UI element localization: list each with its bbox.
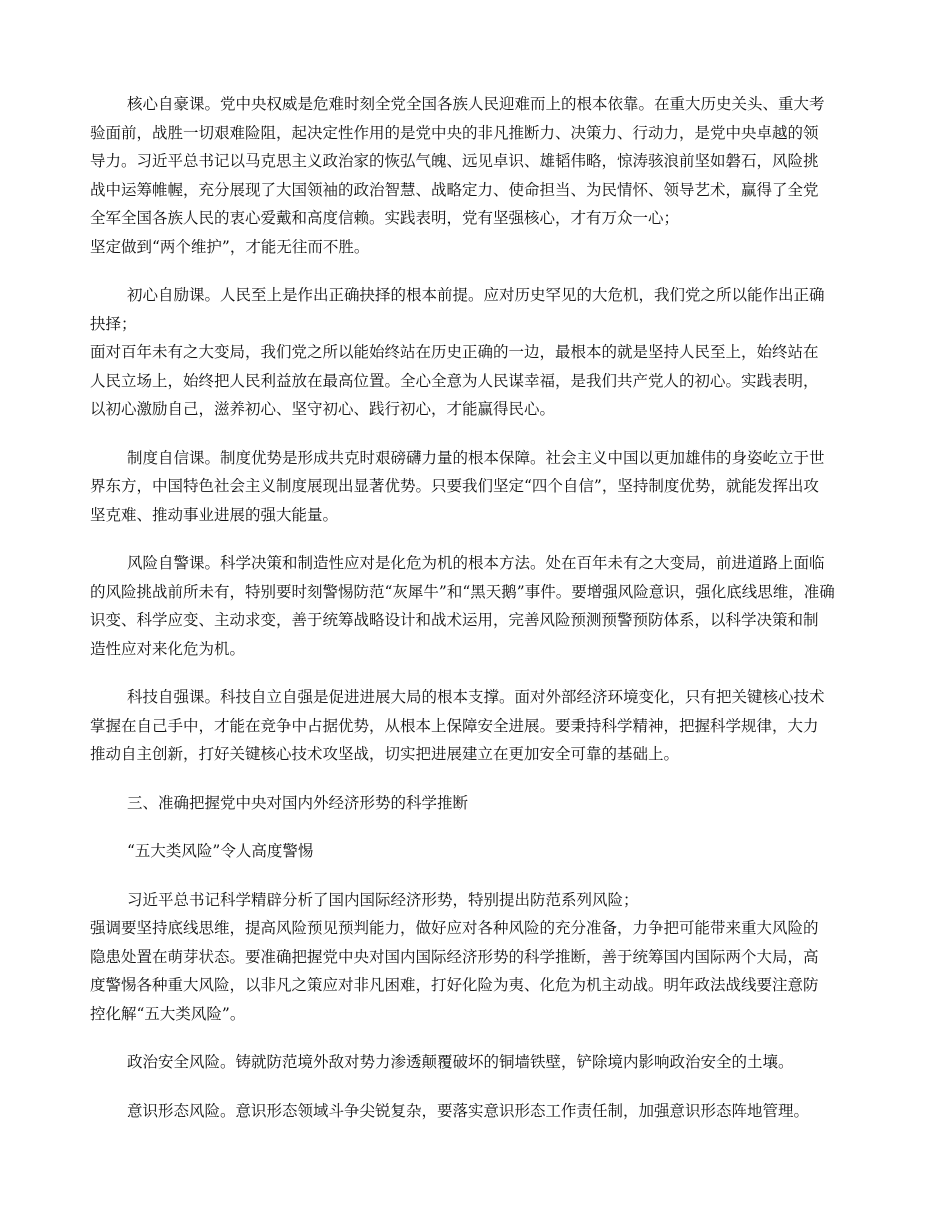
text-line: 导力。习近平总书记以马克思主义政治家的恢弘气魄、远见卓识、雄韬伟略，惊涛骇浪前坚如磐石，风险挑 bbox=[90, 152, 819, 170]
text-line: 面对百年未有之大变局，我们党之所以能始终站在历史正确的一边，最根本的就是坚持人民至上，始终站在 bbox=[90, 343, 819, 361]
text-line: 习近平总书记科学精辟分析了国内国际经济形势，特别提出防范系列风险； bbox=[127, 890, 639, 909]
text-line: 核心自豪课。党中央权威是危难时刻全党全国各族人民迎难而上的根本依靠。在重大历史关头、重大考 bbox=[127, 95, 825, 113]
paragraph-political-security bbox=[90, 1048, 860, 1077]
subheading-text: “五大类风险”令人高度警惕 bbox=[127, 842, 314, 860]
paragraph-original-aspiration bbox=[90, 281, 860, 424]
text-line: 意识形态风险。意识形态领域斗争尖锐复杂，要落实意识形态工作责任制，加强意识形态阵地管理。 bbox=[127, 1101, 810, 1120]
section-heading bbox=[90, 789, 860, 818]
text-line: 造性应对来化危为机。 bbox=[90, 639, 246, 658]
paragraph-ideology-risk bbox=[90, 1097, 860, 1126]
paragraph-institutional-confidence bbox=[90, 444, 860, 530]
text-line: 的风险挑战前所未有，特别要时刻警惕防范“灰犀牛”和“黑天鹅”事件。要增强风险意识，强化底线思维，准确 bbox=[90, 582, 835, 601]
paragraph-risk-alert bbox=[90, 549, 860, 663]
text-line: 识变、科学应变、主动求变，善于统筹战略设计和战术运用，完善风险预测预警预防体系，以科学决策和制 bbox=[90, 611, 819, 629]
text-line: 掌握在自己手中，才能在竞争中占据优势，从根本上保障安全进展。要秉持科学精神，把握科学规律，大力 bbox=[90, 716, 819, 735]
text-line: 坚克难、推动事业进展的强大能量。 bbox=[90, 505, 339, 524]
text-line: 科技自强课。科技自立自强是促进进展大局的根本支撑。面对外部经济环境变化，只有把关键核心技术 bbox=[127, 688, 825, 706]
text-line: 抉择； bbox=[90, 314, 137, 333]
text-line: 验面前，战胜一切艰难险阻，起决定性作用的是党中央的非凡推断力、决策力、行动力，是党中央卓越的领 bbox=[90, 123, 819, 142]
text-line: 推动自主创新，打好关键核心技术攻坚战，切实把进展建立在更加安全可靠的基础上。 bbox=[90, 745, 680, 763]
paragraph-tech-self-reliance bbox=[90, 683, 860, 769]
text-line: 全军全国各族人民的衷心爱戴和高度信赖。实践表明，党有坚强核心，才有万众一心； bbox=[90, 209, 680, 227]
paragraph-risk-analysis bbox=[90, 886, 860, 1029]
text-line: 初心自励课。人民至上是作出正确抉择的根本前提。应对历史罕见的大危机，我们党之所以能作出正确 bbox=[127, 286, 825, 304]
text-line: 人民立场上，始终把人民利益放在最高位置。全心全意为人民谋幸福，是我们共产党人的初心。实践表明， bbox=[90, 371, 819, 390]
text-line: 战中运筹帷幄，充分展现了大国领袖的政治智慧、战略定力、使命担当、为民情怀、领导艺术，赢得了全党 bbox=[90, 180, 819, 199]
text-line: 风险自警课。科学决策和制造性应对是化危为机的根本方法。处在百年未有之大变局，前进道路上面临 bbox=[127, 554, 825, 572]
subheading bbox=[90, 837, 860, 866]
document-body bbox=[90, 90, 860, 1145]
heading-text: 三、准确把握党中央对国内外经济形势的科学推断 bbox=[127, 793, 469, 812]
text-line: 度警惕各种重大风险，以非凡之策应对非凡困难，打好化险为夷、化危为机主动战。明年政法战线要注意防 bbox=[90, 976, 819, 994]
text-line: 强调要坚持底线思维，提高风险预见预判能力，做好应对各种风险的充分准备，力争把可能带来重大风险的 bbox=[90, 919, 819, 937]
text-line: 控化解“五大类风险”。 bbox=[90, 1004, 246, 1023]
text-line: 政治安全风险。铸就防范境外敌对势力渗透颠覆破坏的铜墙铁壁，铲除境内影响政治安全的土壤。 bbox=[127, 1053, 794, 1071]
text-line: 坚定做到“两个维护”，才能无往而不胜。 bbox=[90, 237, 370, 256]
text-line: 制度自信课。制度优势是形成共克时艰磅礴力量的根本保障。社会主义中国以更加雄伟的身姿屹立于世 bbox=[127, 448, 825, 467]
paragraph-core-pride bbox=[90, 90, 860, 261]
text-line: 隐患处置在萌芽状态。要准确把握党中央对国内国际经济形势的科学推断，善于统筹国内国际两个大局，高 bbox=[90, 947, 819, 966]
text-line: 界东方，中国特色社会主义制度展现出显著优势。只要我们坚定“四个自信”，坚持制度优势，就能发挥出攻 bbox=[90, 477, 819, 495]
text-line: 以初心激励自己，滋养初心、坚守初心、践行初心，才能赢得民心。 bbox=[90, 400, 556, 418]
